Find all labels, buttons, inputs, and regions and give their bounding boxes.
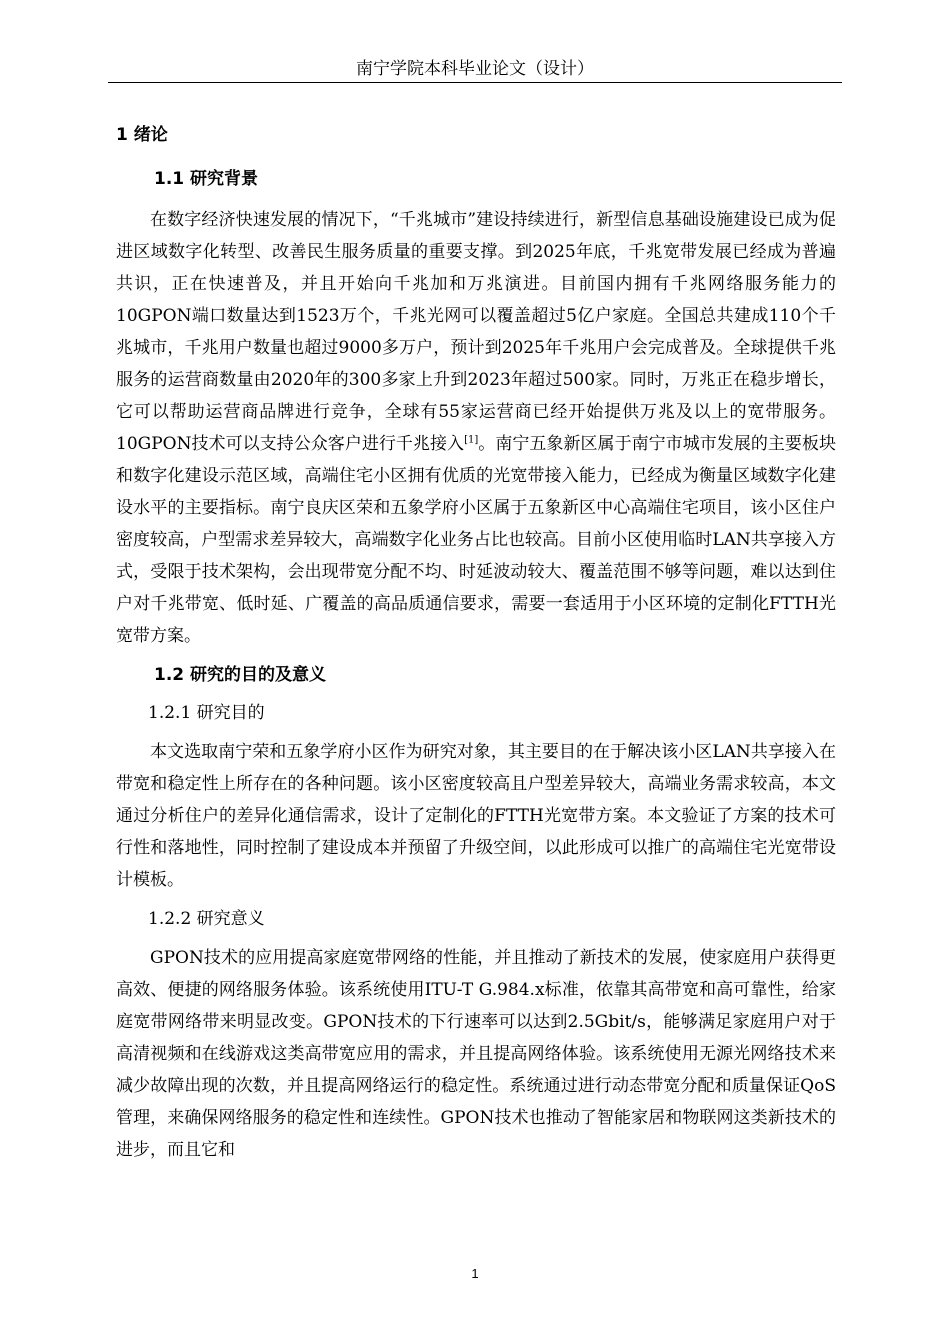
- page-header: [108, 56, 842, 83]
- purpose-paragraph: 本文选取南宁荣和五象学府小区作为研究对象，其主要目的在于解决该小区LAN共享接入在带宽和稳定性上所存在的各种问题。该小区密度较高且户型差异较大，高端业务需求较高，本文通过分析住户的差异化通信需求，设计了定制化的FTTH光宽带方案。本文验证了方案的技术可行性和落地性，同时控制了建设成本并预留了升级空间，以此形成可以推广的高端住宅光宽带设计模板。: [116, 742, 836, 890]
- citation-reference[interactable]: [1]: [464, 434, 479, 446]
- chapter-heading: 1 绪论: [116, 125, 168, 145]
- section-heading-background: 1.1 研究背景: [154, 169, 259, 189]
- document-body: [116, 114, 836, 1176]
- subsection-heading-purpose: 1.2.1 研究目的: [148, 703, 265, 723]
- background-paragraph: [116, 204, 836, 652]
- background-text-part-2: 。南宁五象新区属于南宁市城市发展的主要板块和数字化建设示范区域，高端住宅小区拥有优质的光宽带接入能力，已经成为衡量区域数字化建设水平的主要指标。南宁良庆区荣和五象学府小区属于五象新区中心高端住宅项目，该小区住户密度较高，户型需求差异较大，高端数字化业务占比也较高。目前小区使用临时LAN共享接入方式，受限于技术架构，会出现带宽分配不均、时延波动较大、覆盖范围不够等问题，难以达到住户对千兆带宽、低时延、广覆盖的高品质通信要求，需要一套适用于小区环境的定制化FTTH光宽带方案。: [116, 434, 837, 646]
- subsection-heading-significance: 1.2.2 研究意义: [148, 909, 265, 929]
- page-number: 1: [471, 1266, 479, 1281]
- background-text-part-1: 在数字经济快速发展的情况下，“千兆城市”建设持续进行，新型信息基础设施建设已成为促进区域数字化转型、改善民生服务质量的重要支撑。到2025年底，千兆宽带发展已经成为普遍共识，正在快速普及，并且开始向千兆加和万兆演进。目前国内拥有千兆网络服务能力的10GPON端口数量达到1523万个，千兆光网可以覆盖超过5亿户家庭。全国总共建成110个千兆城市，千兆用户数量也超过9000多万户，预计到2025年千兆用户会完成普及。全球提供千兆服务的运营商数量由2020年的300多家上升到2023年超过500家。同时，万兆正在稳步增长，它可以帮助运营商品牌进行竞争，全球有55家运营商已经开始提供万兆及以上的宽带服务。10GPON技术可以支持公众客户进行千兆接入: [116, 210, 836, 454]
- significance-paragraph: GPON技术的应用提高家庭宽带网络的性能，并且推动了新技术的发展，使家庭用户获得更高效、便捷的网络服务体验。该系统使用ITU-T G.984.x标准，依靠其高带宽和高可靠性，给家庭宽带网络带来明显改变。GPON技术的下行速率可以达到2.5Gbit/s，能够满足家庭用户对于高清视频和在线游戏这类高带宽应用的需求，并且提高网络体验。该系统使用无源光网络技术来减少故障出现的次数，并且提高网络运行的稳定性。系统通过进行动态带宽分配和质量保证QoS管理，来确保网络服务的稳定性和连续性。GPON技术也推动了智能家居和物联网这类新技术的进步，而且它和: [116, 948, 836, 1160]
- header-title: 南宁学院本科毕业论文（设计）: [356, 59, 594, 79]
- section-heading-purpose-significance: 1.2 研究的目的及意义: [154, 665, 327, 685]
